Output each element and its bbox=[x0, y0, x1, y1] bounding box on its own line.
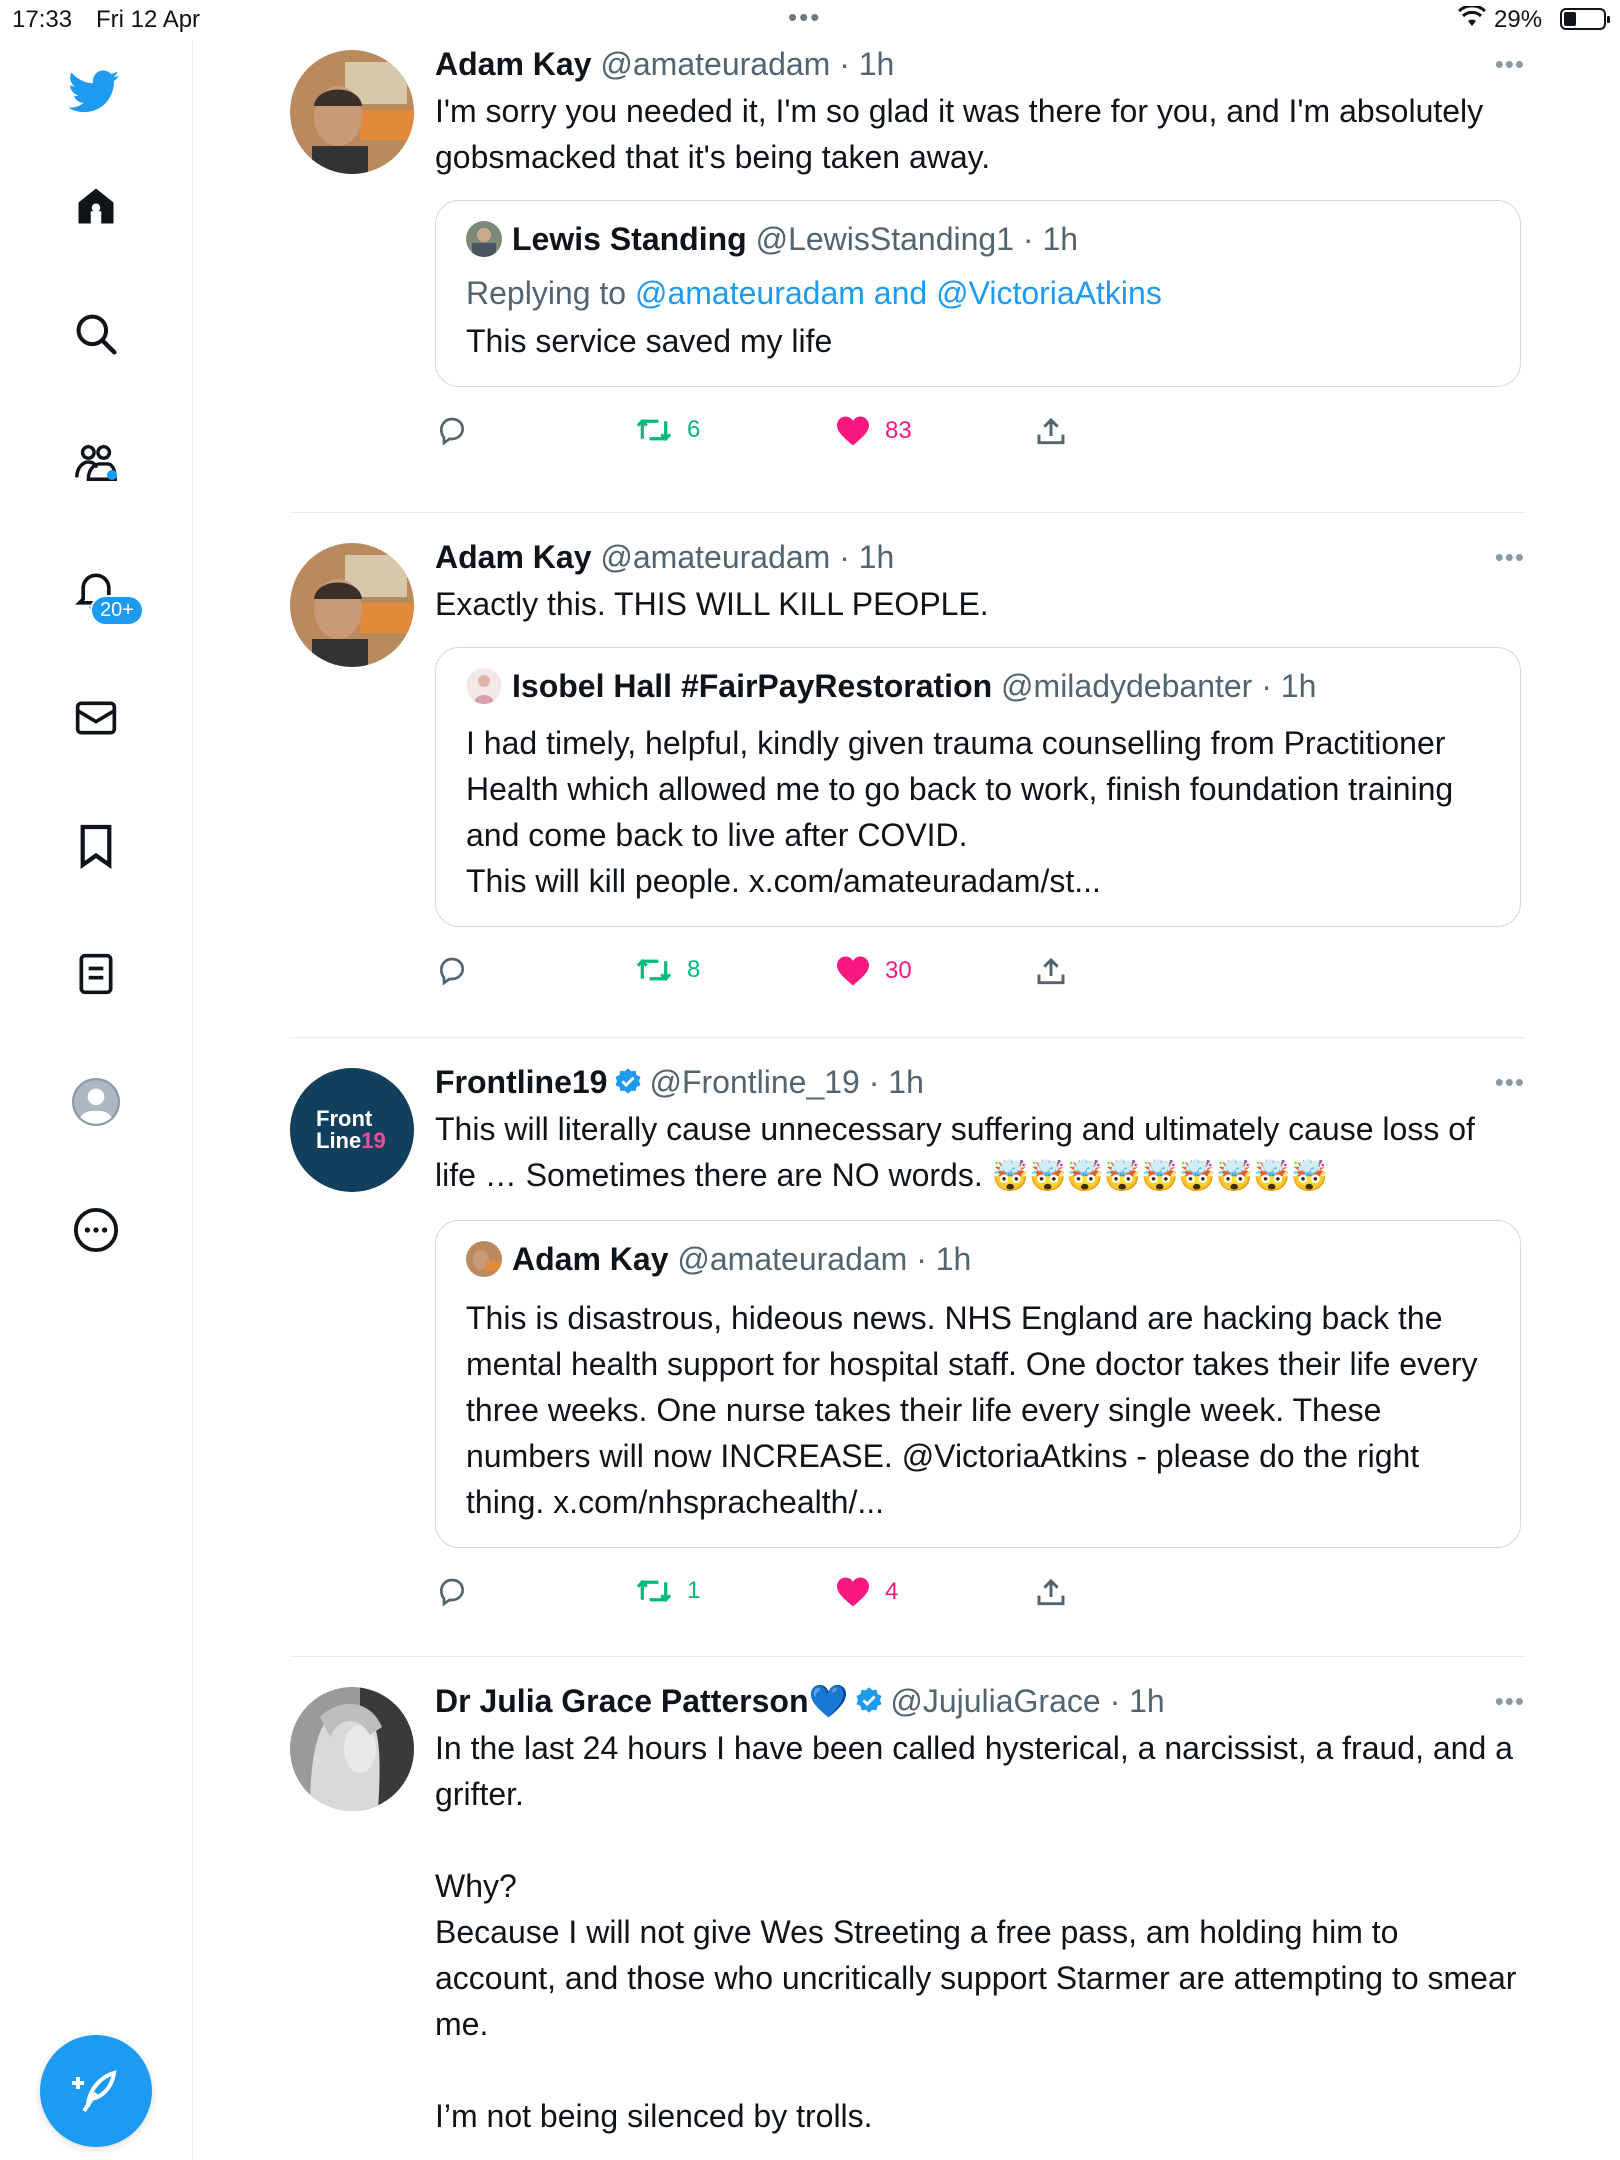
quoted-text: This service saved my life bbox=[466, 323, 833, 359]
quoted-tweet[interactable]: Lewis Standing @LewisStanding1 · 1h Replying to @amateuradam and @VictoriaAtkins This service saved my life bbox=[435, 200, 1521, 387]
tweet-actions bbox=[435, 927, 1521, 1017]
quoted-text: This is disastrous, hideous news. NHS England are hacking back the mental health support for hospital staff. One doctor takes their life every three weeks. One nurse takes their life every single week. These numbers will now INCREASE. @VictoriaAtkins - please do the right thing. x.com/nhsprachealth/... bbox=[466, 1300, 1487, 1520]
reply-icon bbox=[435, 415, 469, 447]
tweet-text-body: This will literally cause unnecessary suffering and ultimately cause loss of life … Sometimes there are NO words. bbox=[435, 1111, 1484, 1193]
retweet-count: 1 bbox=[687, 1577, 701, 1604]
share-icon bbox=[1035, 415, 1067, 449]
tweet-more-icon[interactable]: ••• bbox=[1494, 1685, 1525, 1716]
tweet-timestamp[interactable]: 1h bbox=[888, 1063, 924, 1100]
more-options-icon[interactable] bbox=[70, 1204, 122, 1256]
like-button[interactable] bbox=[835, 415, 912, 447]
frontline-logo-line2: Line19 bbox=[316, 1128, 386, 1153]
timeline bbox=[290, 40, 1525, 2139]
tweet[interactable] bbox=[290, 40, 1525, 513]
tweet[interactable] bbox=[290, 1657, 1525, 2139]
quoted-tweet[interactable]: Adam Kay @amateuradam · 1h This is disastrous, hideous news. NHS England are hacking back the mental health support for hospital staff. One doctor takes their life every three weeks. One nurse takes their life every single week. These numbers will now INCREASE. @VictoriaAtkins - please do the right thing. x.com/nhsprachealth/... bbox=[435, 1220, 1521, 1548]
replying-prefix: Replying to bbox=[466, 275, 627, 311]
sidebar-nav bbox=[0, 40, 193, 2160]
replying-to-mentions[interactable]: @amateuradam and @VictoriaAtkins bbox=[634, 275, 1162, 311]
tweet-text: In the last 24 hours I have been called hysterical, a narcissist, a fraud, and a grifter. Why? Because I will not give Wes Streeting a free pass, am holding him to account, and those who uncritically support Starmer are attempting to smear me. I’m not being silenced by trolls. bbox=[435, 1730, 1517, 2134]
quoted-timestamp: 1h bbox=[1042, 220, 1079, 257]
notifications-badge: 20+ bbox=[90, 595, 144, 626]
verified-badge-icon bbox=[613, 1067, 643, 1097]
quoted-tweet[interactable]: Isobel Hall #FairPayRestoration @miladydebanter · 1h I had timely, helpful, kindly given trauma counselling from Practitioner Health which allowed me to go back to work, finish foundation training and come back to live after COVID. This will kill people. x.com/amateuradam/st... bbox=[435, 647, 1521, 927]
retweet-count: 6 bbox=[687, 416, 701, 443]
author-handle[interactable]: @amateuradam bbox=[600, 45, 831, 82]
author-avatar[interactable] bbox=[290, 1068, 414, 1192]
share-button[interactable] bbox=[1035, 415, 1067, 449]
frontline-logo-line1: Front bbox=[316, 1106, 373, 1131]
retweet-button[interactable] bbox=[635, 415, 700, 445]
quoted-timestamp: 1h bbox=[1280, 667, 1317, 704]
author-handle[interactable]: @Frontline_19 bbox=[649, 1063, 860, 1100]
tweet-more-icon[interactable]: ••• bbox=[1494, 541, 1525, 572]
home-icon[interactable] bbox=[70, 180, 122, 232]
liked-heart-icon bbox=[835, 955, 871, 987]
author-avatar[interactable] bbox=[290, 50, 414, 174]
bookmarks-icon[interactable] bbox=[70, 820, 122, 872]
reply-icon bbox=[435, 955, 469, 987]
quoted-author-name: Isobel Hall #FairPayRestoration bbox=[512, 667, 993, 704]
retweet-icon bbox=[635, 955, 673, 985]
author-name[interactable]: Adam Kay bbox=[435, 45, 592, 82]
reply-icon bbox=[435, 1576, 469, 1608]
quoted-author-handle: @amateuradam bbox=[677, 1240, 908, 1277]
twitter-logo-icon[interactable] bbox=[68, 66, 120, 118]
author-handle[interactable]: @amateuradam bbox=[600, 538, 831, 575]
share-button[interactable] bbox=[1035, 955, 1067, 989]
tweet-text: Exactly this. THIS WILL KILL PEOPLE. bbox=[435, 586, 989, 622]
compose-tweet-button[interactable] bbox=[40, 2035, 152, 2147]
quoted-text: I had timely, helpful, kindly given trauma counselling from Practitioner Health which allowed me to go back to work, finish foundation training and come back to live after COVID. This will kill people. x.com/amateuradam/st... bbox=[466, 725, 1454, 899]
tweet-header: Adam Kay @amateuradam · 1h ••• bbox=[435, 538, 1525, 575]
share-button[interactable] bbox=[1035, 1576, 1067, 1610]
like-count: 30 bbox=[885, 957, 912, 984]
quoted-author-avatar bbox=[466, 1241, 502, 1277]
share-icon bbox=[1035, 955, 1067, 989]
author-avatar[interactable] bbox=[290, 1687, 414, 1811]
quoted-author-name: Lewis Standing bbox=[512, 220, 747, 257]
status-date: Fri 12 Apr bbox=[96, 6, 201, 33]
retweet-icon bbox=[635, 1576, 673, 1606]
quoted-timestamp: 1h bbox=[935, 1240, 972, 1277]
explore-search-icon[interactable] bbox=[70, 308, 122, 360]
like-count: 83 bbox=[885, 417, 912, 444]
tweet-header: Dr Julia Grace Patterson💙 @JujuliaGrace · 1h ••• bbox=[435, 1682, 1525, 1719]
quoted-author-handle: @miladydebanter bbox=[1001, 667, 1253, 704]
tweet-timestamp[interactable]: 1h bbox=[858, 45, 895, 82]
author-name[interactable]: Adam Kay bbox=[435, 538, 592, 575]
tweet-text bbox=[435, 1106, 1521, 1200]
author-avatar[interactable] bbox=[290, 543, 414, 667]
status-time: 17:33 bbox=[12, 6, 73, 33]
quoted-author-avatar bbox=[466, 668, 502, 704]
battery-percent: 29% bbox=[1494, 6, 1543, 33]
battery-icon bbox=[1560, 8, 1606, 30]
quoted-author-name: Adam Kay bbox=[512, 1240, 669, 1277]
reply-button[interactable] bbox=[435, 415, 469, 447]
tweet-actions bbox=[435, 387, 1521, 477]
quoted-author-avatar bbox=[466, 221, 502, 257]
tweet[interactable] bbox=[290, 1038, 1525, 1657]
multitasking-dots[interactable]: ••• bbox=[788, 2, 822, 32]
tweet-timestamp[interactable]: 1h bbox=[1129, 1682, 1165, 1719]
tweet-actions bbox=[435, 1548, 1521, 1638]
compose-feather-icon bbox=[72, 2067, 120, 2115]
retweet-button[interactable] bbox=[635, 955, 700, 985]
communities-icon[interactable] bbox=[70, 436, 122, 488]
author-handle[interactable]: @JujuliaGrace bbox=[890, 1682, 1101, 1719]
exploding-head-emojis: 🤯🤯🤯🤯🤯🤯🤯🤯🤯 bbox=[991, 1160, 1328, 1193]
like-button[interactable] bbox=[835, 955, 912, 987]
tweet-header: Adam Kay @amateuradam · 1h ••• bbox=[435, 45, 1525, 82]
author-name[interactable]: Dr Julia Grace Patterson💙 bbox=[435, 1683, 849, 1719]
retweet-icon bbox=[635, 415, 673, 445]
author-name[interactable]: Frontline19 bbox=[435, 1063, 608, 1100]
tweet[interactable] bbox=[290, 513, 1525, 1038]
tweet-timestamp[interactable]: 1h bbox=[858, 538, 895, 575]
reply-button[interactable] bbox=[435, 1576, 469, 1608]
tweet-more-icon[interactable]: ••• bbox=[1494, 48, 1525, 79]
retweet-count: 8 bbox=[687, 956, 701, 983]
status-bar bbox=[0, 0, 1620, 40]
liked-heart-icon bbox=[835, 1576, 871, 1608]
verified-badge-icon bbox=[854, 1686, 884, 1716]
retweet-button[interactable] bbox=[635, 1576, 700, 1606]
tweet-header: Frontline19 @Frontline_19 · 1h ••• bbox=[435, 1063, 1525, 1100]
replying-to-line bbox=[466, 275, 1490, 312]
like-count: 4 bbox=[885, 1578, 899, 1605]
tweet-more-icon[interactable]: ••• bbox=[1494, 1066, 1525, 1097]
wifi-icon bbox=[1458, 6, 1486, 33]
tweet-text: I'm sorry you needed it, I'm so glad it was there for you, and I'm absolutely gobsmacked that it's being taken away. bbox=[435, 93, 1493, 175]
liked-heart-icon bbox=[835, 415, 871, 447]
lists-icon[interactable] bbox=[70, 948, 122, 1000]
like-button[interactable] bbox=[835, 1576, 898, 1608]
messages-envelope-icon[interactable] bbox=[70, 692, 122, 744]
profile-avatar-icon[interactable] bbox=[70, 1076, 122, 1128]
quoted-author-handle: @LewisStanding1 bbox=[755, 220, 1014, 257]
communities-unread-dot bbox=[107, 470, 117, 480]
share-icon bbox=[1035, 1576, 1067, 1610]
reply-button[interactable] bbox=[435, 955, 469, 987]
